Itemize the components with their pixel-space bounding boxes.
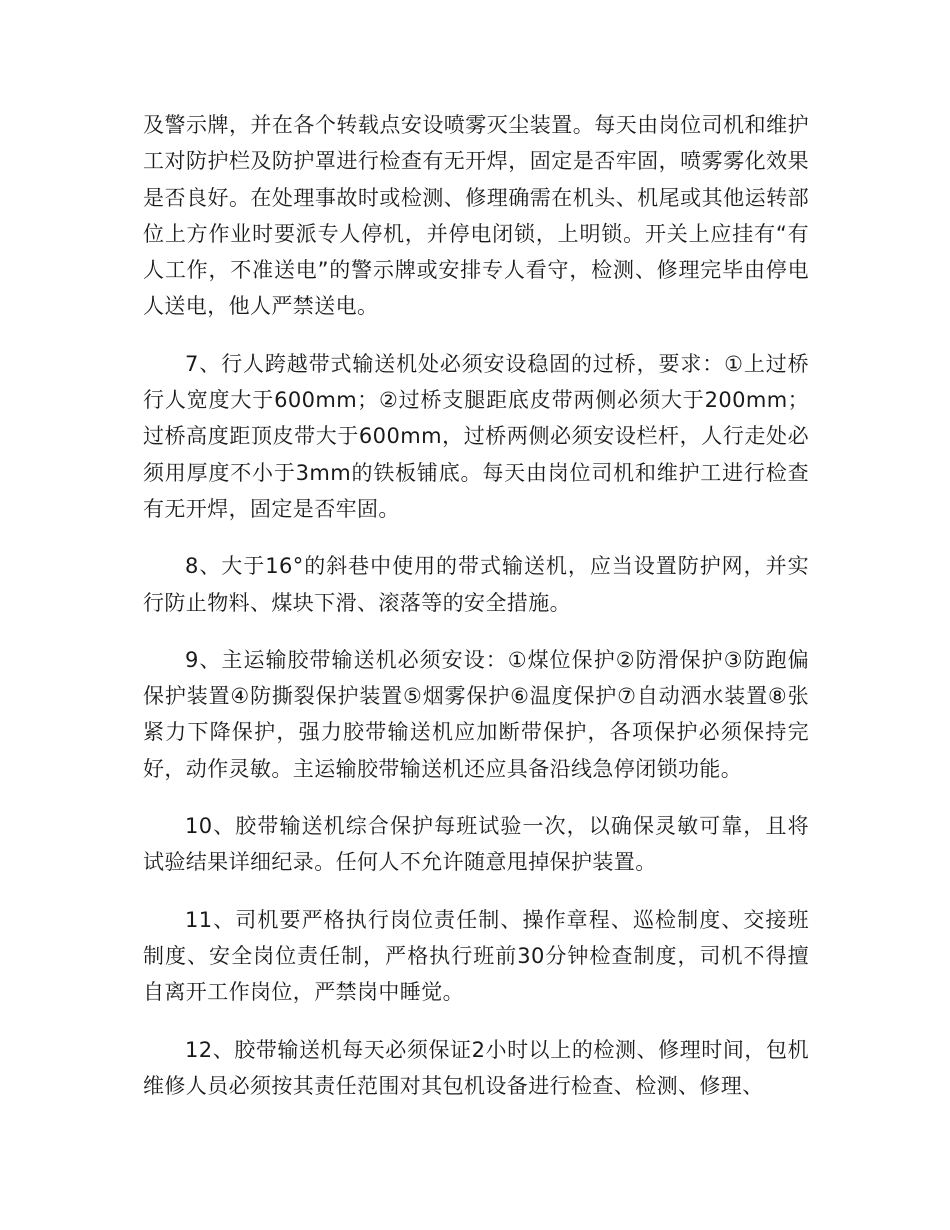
paragraph-item-10: 10、胶带输送机综合保护每班试验一次，以确保灵敏可靠，且将试验结果详细纪录。任何人不允许随意甩掉保护装置。 bbox=[143, 814, 809, 875]
paragraph-item-12: 12、胶带输送机每天必须保证2小时以上的检测、修理时间，包机维修人员必须按其责任范围对其包机设备进行检查、检测、修理、 bbox=[143, 1037, 809, 1098]
document-page bbox=[143, 107, 809, 1104]
paragraph-item-9: 9、主运输胶带输送机必须安设：①煤位保护②防滑保护③防跑偏保护装置④防撕裂保护装置⑤烟雾保护⑥温度保护⑦自动洒水装置⑧张紧力下降保护，强力胶带输送机应加断带保护，各项保护必须保持完好，动作灵敏。主运输胶带输送机还应具备沿线急停闭锁功能。 bbox=[143, 647, 809, 781]
paragraph-continued: 及警示牌，并在各个转载点安设喷雾灭尘装置。每天由岗位司机和维护工对防护栏及防护罩进行检查有无开焊，固定是否牢固，喷雾雾化效果是否良好。在处理事故时或检测、修理确需在机头、机尾或其他运转部位上方作业时要派专人停机，并停电闭锁，上明锁。开关上应挂有“有人工作，不准送电”的警示牌或安排专人看守，检测、修理完毕由停电人送电，他人严禁送电。 bbox=[143, 113, 809, 319]
paragraph-item-7: 7、行人跨越带式输送机处必须安设稳固的过桥，要求：①上过桥行人宽度大于600mm；②过桥支腿距底皮带两侧必须大于200mm；过桥高度距顶皮带大于600mm，过桥两侧必须安设栏杆，人行走处必须用厚度不小于3mm的铁板铺底。每天由岗位司机和维护工进行检查有无开焊，固定是否牢固。 bbox=[143, 351, 809, 521]
paragraph-item-11: 11、司机要严格执行岗位责任制、操作章程、巡检制度、交接班制度、安全岗位责任制，严格执行班前30分钟检查制度，司机不得擅自离开工作岗位，严禁岗中睡觉。 bbox=[143, 907, 809, 1005]
paragraph-item-8: 8、大于16°的斜巷中使用的带式输送机，应当设置防护网，并实行防止物料、煤块下滑、滚落等的安全措施。 bbox=[143, 554, 809, 615]
